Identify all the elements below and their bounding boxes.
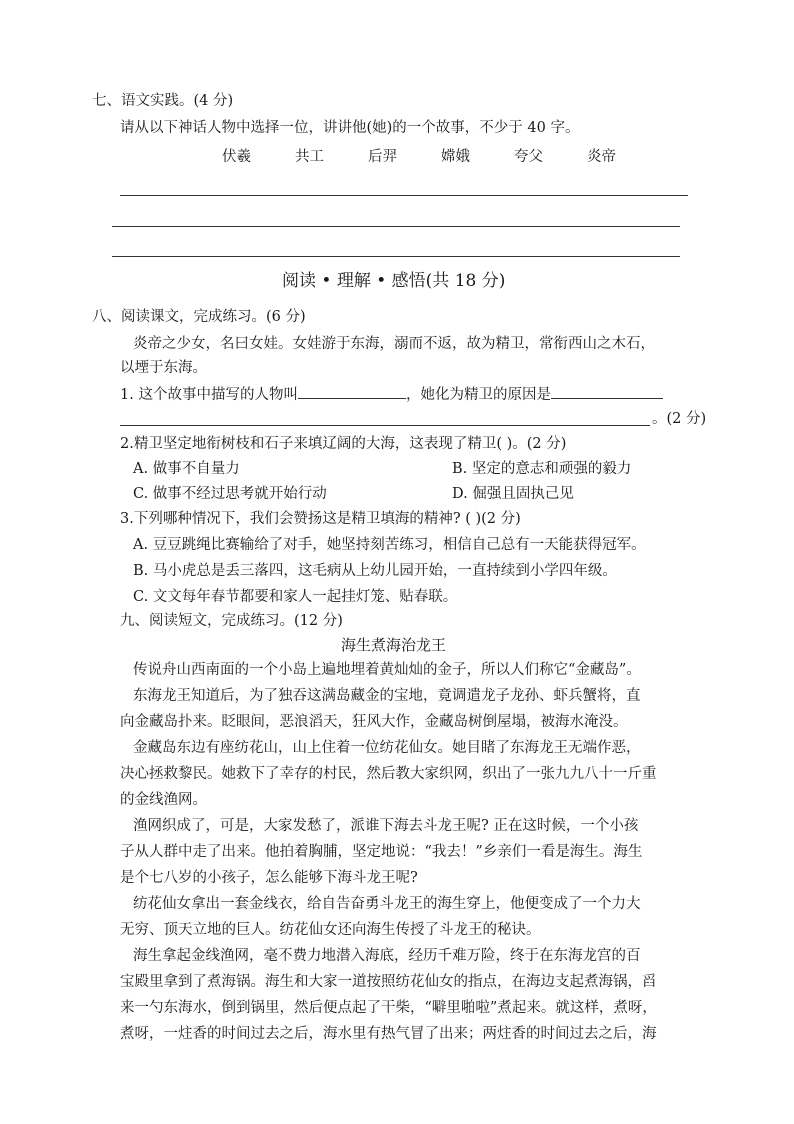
passage-line: 是个七八岁的小孩子，怎么能够下海斗龙王呢? bbox=[120, 870, 418, 886]
option-b[interactable]: B. 坚定的意志和顽强的毅力 bbox=[452, 461, 632, 477]
question-1-part-a: 1. 这个故事中描写的人物叫 bbox=[120, 387, 298, 403]
answer-blank[interactable] bbox=[551, 386, 663, 399]
classical-text-line: 炎帝之少女，名曰女娃。女娃游于东海，溺而不返，故为精卫，常衔西山之木石， bbox=[133, 336, 655, 352]
section7-prompt: 请从以下神话人物中选择一位，讲讲他(她)的一个故事，不少于 40 字。 bbox=[120, 120, 580, 136]
option-c[interactable]: C. 文文每年春节都要和家人一起挂灯笼、贴春联。 bbox=[133, 589, 458, 605]
myth-name: 夸父 bbox=[514, 149, 543, 165]
passage-line: 宝殿里拿到了煮海锅。海生和大家一道按照纺花仙女的指点，在海边支起煮海锅，舀 bbox=[120, 974, 657, 990]
option-a[interactable]: A. 豆豆跳绳比赛输给了对手，她坚持刻苦练习，相信自己总有一天能获得冠军。 bbox=[133, 537, 646, 553]
passage-line: 煮呀，一炷香的时间过去之后，海水里有热气冒了出来；两炷香的时间过去之后，海 bbox=[120, 1026, 657, 1042]
answer-line[interactable] bbox=[120, 195, 688, 196]
myth-name: 伏羲 bbox=[222, 149, 251, 165]
passage-line: 决心拯救黎民。她救下了幸存的村民，然后教大家织网，织出了一张九九八十一斤重 bbox=[120, 766, 657, 782]
passage-line: 无穷、顶天立地的巨人。纺花仙女还向海生传授了斗龙王的秘诀。 bbox=[120, 922, 541, 938]
passage-line: 的金线渔网。 bbox=[120, 792, 207, 808]
passage-line: 海生拿起金线渔网，毫不费力地潜入海底，经历千难万险，终于在东海龙宫的百 bbox=[133, 948, 641, 964]
classical-text-line: 以堙于东海。 bbox=[120, 360, 207, 376]
passage-line: 东海龙王知道后，为了独吞这满岛藏金的宝地，竟调遣龙子龙孙、虾兵蟹将，直 bbox=[133, 688, 641, 704]
part-title: 阅读 • 理解 • 感悟(共 18 分) bbox=[282, 271, 506, 291]
passage-line: 子从人群中走了出来。他拍着胸脯，坚定地说：“我去！”乡亲们一看是海生。海生 bbox=[120, 844, 643, 860]
question-3: 3.下列哪种情况下，我们会赞扬这是精卫填海的精神? ( )(2 分) bbox=[120, 511, 521, 527]
section9-heading: 九、阅读短文，完成练习。(12 分) bbox=[120, 613, 343, 629]
passage-line: 金藏岛东边有座纺花山，山上住着一位纺花仙女。她目睹了东海龙王无端作恶， bbox=[133, 740, 641, 756]
answer-line[interactable] bbox=[112, 226, 680, 227]
option-d[interactable]: D. 倔强且固执己见 bbox=[452, 486, 574, 502]
myth-name: 嫦娥 bbox=[441, 149, 470, 165]
passage-line: 纺花仙女拿出一套金线衣，给自告奋勇斗龙王的海生穿上，他便变成了一个力大 bbox=[133, 896, 641, 912]
passage-title: 海生煮海治龙王 bbox=[341, 636, 447, 654]
section8-heading: 八、阅读课文，完成练习。(6 分) bbox=[92, 309, 306, 325]
myth-names-row bbox=[222, 150, 660, 165]
option-a[interactable]: A. 做事不自量力 bbox=[133, 461, 240, 477]
question-1-score: 。(2 分) bbox=[652, 411, 707, 427]
myth-name: 共工 bbox=[295, 149, 324, 165]
answer-line[interactable] bbox=[112, 256, 680, 257]
answer-line[interactable] bbox=[120, 425, 650, 426]
question-2: 2.精卫坚定地衔树枝和石子来填辽阔的大海，这表现了精卫( )。(2 分) bbox=[120, 436, 567, 452]
myth-name: 后羿 bbox=[368, 149, 397, 165]
passage-line: 来一勺东海水，倒到锅里，然后便点起了干柴，“噼里啪啦”煮起来。就这样，煮呀， bbox=[120, 1000, 657, 1016]
question-1-part-b: ，她化为精卫的原因是 bbox=[405, 387, 551, 403]
myth-name: 炎帝 bbox=[587, 149, 616, 165]
option-b[interactable]: B. 马小虎总是丢三落四，这毛病从上幼儿园开始，一直持续到小学四年级。 bbox=[133, 563, 617, 579]
question-1 bbox=[120, 386, 663, 403]
passage-line: 向金藏岛扑来。眨眼间，恶浪滔天，狂风大作，金藏岛树倒屋塌，被海水淹没。 bbox=[120, 714, 628, 730]
section7-heading: 七、语文实践。(4 分) bbox=[92, 93, 234, 109]
answer-blank[interactable] bbox=[298, 386, 406, 399]
passage-line: 渔网织成了，可是，大家发愁了，派谁下海去斗龙王呢? 正在这时候，一个小孩 bbox=[133, 818, 639, 834]
passage-line: 传说舟山西南面的一个小岛上遍地埋着黄灿灿的金子，所以人们称它“金藏岛”。 bbox=[133, 662, 641, 678]
option-c[interactable]: C. 做事不经过思考就开始行动 bbox=[133, 486, 327, 502]
